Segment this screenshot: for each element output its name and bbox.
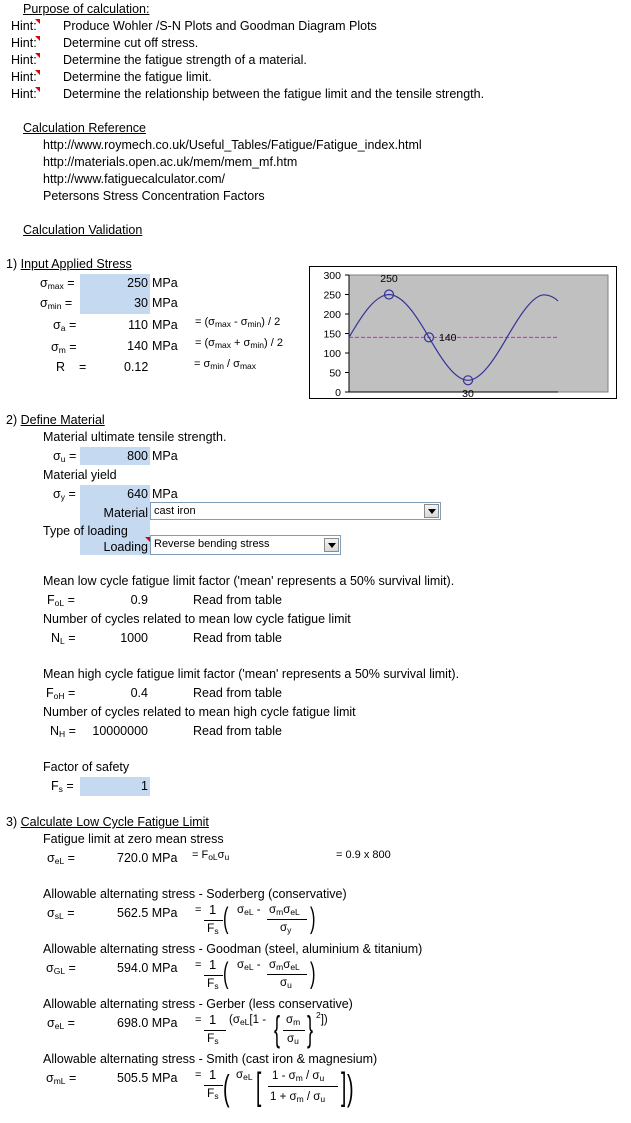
fos-description: Factor of safety — [43, 760, 130, 774]
hint-text: Determine the fatigue limit. — [63, 70, 212, 84]
validation-title[interactable]: Calculation Validation — [23, 223, 143, 237]
section-3-heading — [6, 815, 209, 830]
fol-label: $F_{oL}$ = — [47, 593, 75, 608]
goodman-value: 594.0 MPa — [117, 961, 178, 975]
foh-label: $F_{oH}$ = — [46, 686, 76, 701]
sigma-a-value: 110 — [128, 318, 148, 332]
purpose-title: Purpose of calculation: — [23, 2, 150, 16]
fol-note: Read from table — [193, 593, 282, 607]
r-ratio-label: R = — [56, 360, 87, 374]
reference-link[interactable]: http://www.roymech.co.uk/Useful_Tables/Fatigue/Fatigue_index.html — [43, 138, 422, 152]
sigma-u-label: $\sigma_u$ = — [53, 449, 77, 464]
comment-indicator-icon[interactable] — [35, 36, 40, 41]
sigma-u-input[interactable]: 800 — [127, 449, 148, 463]
nl-label: $N_L$ = — [51, 631, 76, 646]
zero-mean-description: Fatigue limit at zero mean stress — [43, 832, 224, 846]
section-2-heading — [6, 413, 105, 428]
uts-description: Material ultimate tensile strength. — [43, 430, 227, 444]
r-ratio-formula: = $\sigma_{min} / \sigma_{max}$ — [194, 358, 257, 371]
smith-description: Allowable alternating stress - Smith (cast iron & magnesium) — [43, 1052, 378, 1066]
loading-selected-value: Reverse bending stress — [154, 538, 270, 550]
gerber-label: $\sigma_{eL}$ = — [47, 1016, 75, 1031]
sigma-m-label: $\sigma_m$ = — [51, 340, 77, 355]
reference-text: Petersons Stress Concentration Factors — [43, 189, 265, 203]
nl-value: 1000 — [120, 631, 148, 645]
foh-note: Read from table — [193, 686, 282, 700]
svg-text:150: 150 — [323, 328, 341, 341]
section-title: Define Material — [20, 413, 105, 427]
r-ratio-value: 0.12 — [124, 360, 149, 374]
comment-indicator-icon[interactable] — [35, 87, 40, 92]
unit-label: MPa — [152, 449, 178, 463]
svg-text:300: 300 — [323, 270, 341, 282]
sigma-el-formula: = $F_{oL}\sigma_u$ — [192, 849, 230, 862]
reference-title: Calculation Reference — [23, 121, 146, 135]
sigma-y-label: $\sigma_y$ = — [53, 487, 76, 502]
hint-text: Determine the fatigue strength of a material. — [63, 53, 307, 67]
hint-text: Produce Wohler /S-N Plots and Goodman Diagram Plots — [63, 19, 377, 33]
loading-type-description: Type of loading — [43, 524, 128, 538]
gerber-value: 698.0 MPa — [117, 1016, 178, 1030]
svg-text:100: 100 — [323, 348, 341, 360]
plot-area — [349, 275, 608, 392]
smith-value: 505.5 MPa — [117, 1071, 178, 1085]
soderberg-description: Allowable alternating stress - Soderberg (conservative) — [43, 887, 347, 901]
chevron-down-icon[interactable] — [324, 538, 339, 552]
hint-label[interactable]: Hint: — [11, 87, 37, 101]
unit-label: MPa — [152, 296, 178, 310]
fs-label: $F_s$ = — [51, 779, 74, 794]
sigma-min-input[interactable]: 30 — [134, 296, 148, 310]
material-dropdown[interactable] — [150, 502, 441, 520]
section-number: 3) — [6, 815, 18, 829]
sigma-el-label: $\sigma_{eL}$ = — [47, 851, 75, 866]
comment-indicator-icon[interactable] — [35, 19, 40, 24]
material-selected-value: cast iron — [154, 505, 196, 517]
unit-label: MPa — [152, 318, 178, 332]
section-number: 1) — [6, 257, 18, 271]
loading-label: Loading — [103, 540, 148, 554]
hint-text: Determine cut off stress. — [63, 36, 199, 50]
sigma-a-formula: = $(\sigma_{max} - \sigma_{min}) / 2$ — [195, 316, 281, 329]
unit-label: MPa — [152, 487, 178, 501]
section-1-heading — [6, 257, 132, 272]
smith-label: $\sigma_{mL}$ = — [46, 1071, 77, 1086]
nh-label: $N_H$ = — [50, 724, 76, 739]
goodman-description: Allowable alternating stress - Goodman (steel, aluminium & titanium) — [43, 942, 423, 956]
material-label: Material — [103, 506, 148, 520]
yield-description: Material yield — [43, 468, 117, 482]
fs-input[interactable]: 1 — [141, 779, 148, 793]
svg-text:0: 0 — [335, 387, 341, 398]
nl-note: Read from table — [193, 631, 282, 645]
hint-label[interactable]: Hint: — [11, 53, 37, 67]
nh-note: Read from table — [193, 724, 282, 738]
low-cycles-description: Number of cycles related to mean low cycle fatigue limit — [43, 612, 351, 626]
high-cycles-description: Number of cycles related to mean high cycle fatigue limit — [43, 705, 356, 719]
high-factor-description: Mean high cycle fatigue limit factor ('mean' represents a 50% survival limit). — [43, 667, 460, 681]
reference-link[interactable]: http://www.fatiguecalculator.com/ — [43, 172, 226, 186]
foh-value: 0.4 — [130, 686, 148, 700]
section-number: 2) — [6, 413, 18, 427]
gerber-description: Allowable alternating stress - Gerber (less conservative) — [43, 997, 353, 1011]
hint-label[interactable]: Hint: — [11, 19, 37, 33]
nh-value: 10000000 — [92, 724, 148, 738]
y-tick-labels — [323, 270, 341, 398]
loading-dropdown[interactable] — [150, 535, 341, 555]
chevron-down-icon[interactable] — [424, 504, 439, 518]
unit-label: MPa — [152, 276, 178, 290]
sigma-min-label: $\sigma_{min}$ = — [40, 296, 73, 311]
low-factor-description: Mean low cycle fatigue limit factor ('mean' represents a 50% survival limit). — [43, 574, 455, 588]
hint-label[interactable]: Hint: — [11, 36, 37, 50]
hint-label[interactable]: Hint: — [11, 70, 37, 84]
svg-text:250: 250 — [380, 273, 398, 285]
sigma-m-formula: = $(\sigma_{max} + \sigma_{min}) / 2$ — [195, 337, 283, 350]
sigma-el-calculation: = 0.9 x 800 — [336, 849, 391, 861]
fol-value: 0.9 — [130, 593, 148, 607]
stress-cycle-chart[interactable] — [309, 266, 617, 399]
soderberg-label: $\sigma_{sL}$ = — [47, 906, 75, 921]
section-title: Calculate Low Cycle Fatigue Limit — [20, 815, 209, 829]
section-title: Input Applied Stress — [20, 257, 132, 271]
soderberg-value: 562.5 MPa — [117, 906, 178, 920]
comment-indicator-icon[interactable] — [35, 53, 40, 58]
sigma-m-value: 140 — [127, 339, 148, 353]
hint-text: Determine the relationship between the fatigue limit and the tensile strength. — [63, 87, 485, 101]
svg-text:250: 250 — [323, 289, 341, 302]
svg-text:200: 200 — [323, 309, 341, 321]
chart-canvas — [310, 267, 616, 398]
comment-indicator-icon[interactable] — [35, 70, 40, 75]
sigma-el-value: 720.0 MPa — [117, 851, 178, 865]
reference-link[interactable]: http://materials.open.ac.uk/mem/mem_mf.htm — [43, 155, 298, 169]
sigma-max-label: $\sigma_{max}$ = — [40, 276, 75, 291]
sigma-y-input[interactable]: 640 — [127, 487, 148, 501]
svg-text:50: 50 — [329, 367, 341, 380]
sigma-a-label: $\sigma_a$ = — [53, 318, 77, 333]
sigma-max-input[interactable]: 250 — [127, 276, 148, 290]
unit-label: MPa — [152, 339, 178, 353]
goodman-label: $\sigma_{GL}$ = — [46, 961, 76, 976]
svg-text:30: 30 — [462, 388, 474, 398]
svg-text:140: 140 — [439, 332, 457, 344]
